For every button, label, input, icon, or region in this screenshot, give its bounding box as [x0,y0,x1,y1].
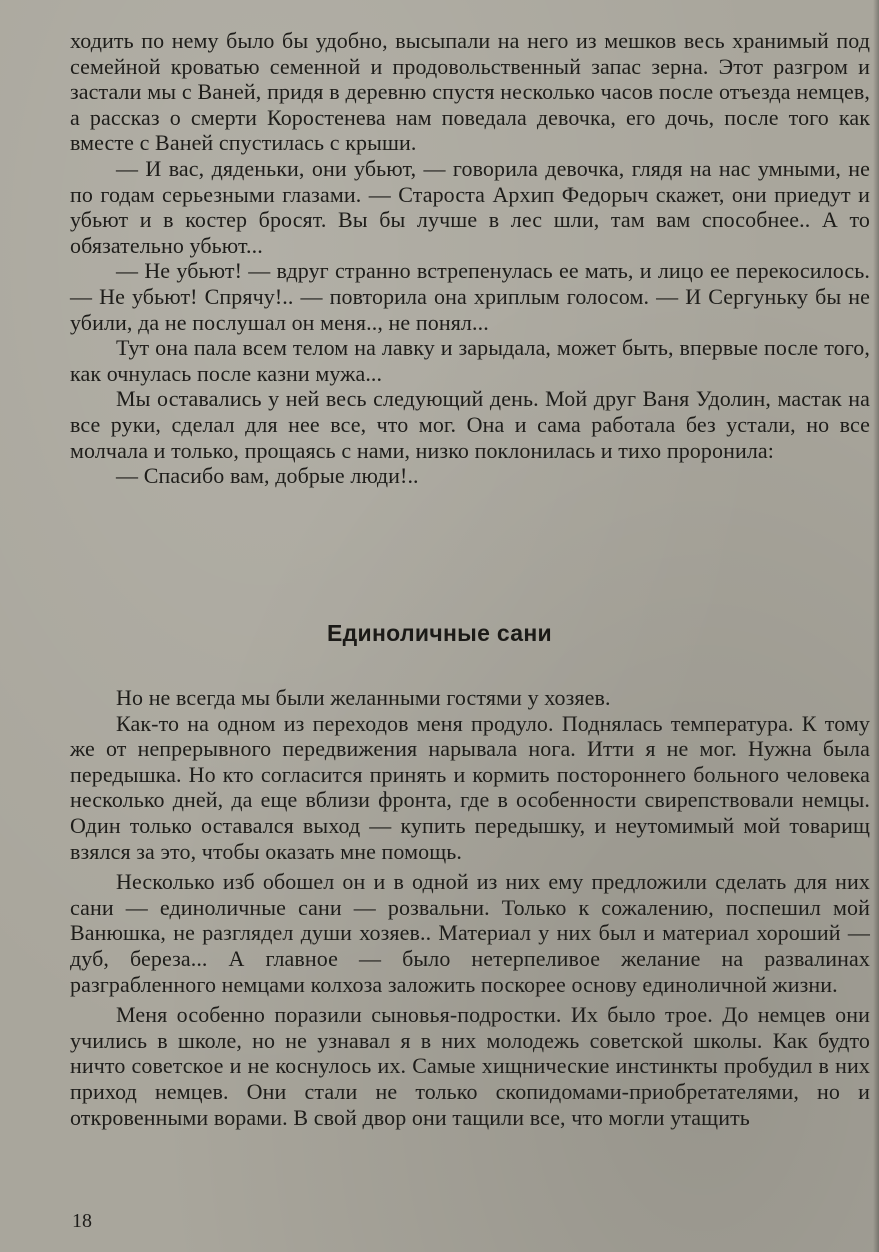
section-heading: Единоличные сани [327,620,552,646]
paragraph-illness: Как-то на одном из переходов меня продуло. Поднялась температура. К тому же от непрерывного передвижения нарывала нога. Итти я не мог. Нужна была передышка. Но кто согласится принять и кормить постороннего больного человека несколько дней, да еще вблизи фронта, где в особенности свирепствовали немцы. Один только оставался выход — купить передышку, и неутомимый мой товарищ взялся за это, чтобы оказать мне помощь. [70,710,870,864]
text-section-1 [70,28,870,489]
paragraph-continuation: ходить по нему было бы удобно, высыпали на него из мешков весь хранимый под семейной кроватью семенной и продовольственный запас зерна. Этот разгром и застали мы с Ваней, придя в деревню спустя несколько часов после отъезда немцев, а рассказ о смерти Коростенева нам поведала девочка, его дочь, после того как вместе с Ваней спустилась с крыши. [70,28,870,156]
paragraph-dialogue-girl: — И вас, дяденьки, они убьют, — говорила девочка, глядя на нас умными, не по годам серьезными глазами. — Староста Архип Федорыч скажет, они приедут и убьют и в костер бросят. Вы бы лучше в лес шли, там вам способнее.. А то обязательно убьют... [70,155,870,258]
paragraph-sledge: Несколько изб обошел он и в одной из них ему предложили сделать для них сани — единоличные сани — розвальни. Только к сожалению, поспешил мой Ванюшка, не разглядел души хозяев.. Материал у них был и материал хороший — дуб, береза... А главное — было нетерпеливое желание на развалинах разграбленного немцами колхоза заложить поскорее основу единоличной жизни. [70,869,870,997]
page-number: 18 [72,1210,92,1232]
paragraph-sons: Меня особенно поразили сыновья-подростки. Их было трое. До немцев они учились в школе, но не узнавал я в них молодежь советской школы. Как будто ничто советское и не коснулось их. Самые хищнические инстинкты пробудил в них приход немцев. Они стали не только скопидомами-приобретателями, но и откровенными ворами. В свой двор они тащили все, что могли утащить [70,1002,870,1130]
page-edge-shadow [873,0,879,1252]
paragraph-thanks: — Спасибо вам, добрые люди!.. [116,463,419,489]
paragraph-next-day: Мы оставались у ней весь следующий день. Мой друг Ваня Удолин, мастак на все руки, сделал для нее все, что мог. Она и сама работала без устали, но все молчала и только, прощаясь с нами, низко поклонилась и тихо проронила: [70,386,870,463]
text-section-2 [70,685,870,1130]
paragraph-mother-weeps: Тут она пала всем телом на лавку и зарыдала, может быть, впервые после того, как очнулась после казни мужа... [70,335,870,386]
paragraph-dialogue-mother: — Не убьют! — вдруг странно встрепенулась ее мать, и лицо ее перекосилось. — Не убьют! Спрячу!.. — повторила она хриплым голосом. — И Сергуньку бы не убили, да не послушал он меня.., не понял... [70,258,870,335]
paragraph-intro: Но не всегда мы были желанными гостями у хозяев. [116,685,611,710]
